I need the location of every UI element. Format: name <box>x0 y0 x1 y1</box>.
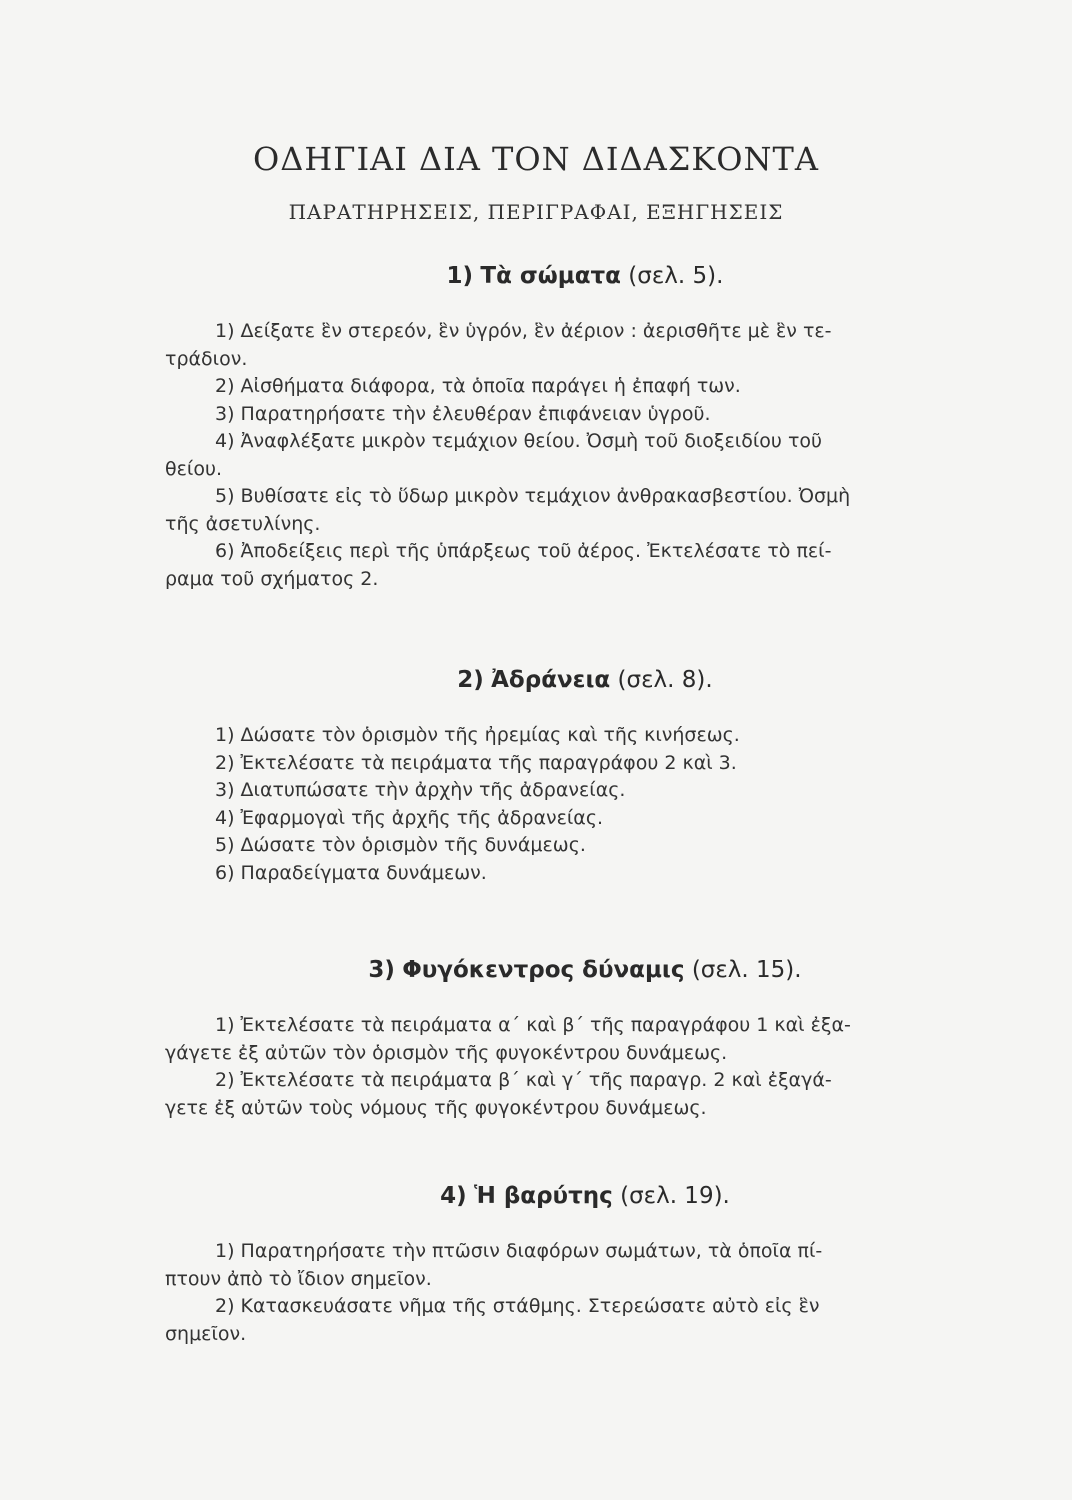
item-line: τράδιον. <box>165 347 248 370</box>
item-line: γετε ἐξ αὐτῶν τοὺς νόμους τῆς φυγοκέντρου δυνάμεως. <box>165 1096 707 1119</box>
section-2 <box>165 664 1005 887</box>
list-item <box>165 805 1005 833</box>
list-item <box>165 1293 1005 1348</box>
list-item <box>165 428 1005 483</box>
section-3 <box>165 954 1005 1122</box>
item-line: 1) Ἐκτελέσατε τὰ πειράματα α΄ καὶ β΄ τῆς παραγράφου 1 καὶ ἐξα- <box>215 1014 851 1036</box>
list-item <box>165 722 1005 750</box>
section-4 <box>165 1180 1005 1348</box>
item-line: θείου. <box>165 457 222 480</box>
item-line: 6) Παραδείγματα δυνάμεων. <box>215 861 487 884</box>
item-line: 5) Βυθίσατε εἰς τὸ ὕδωρ μικρὸν τεμάχιον ἀνθρακασβεστίου. Ὀσμὴ <box>215 485 851 507</box>
item-line: 2) Κατασκευάσατε νῆμα τῆς στάθμης. Στερεώσατε αὐτὸ εἰς ἓν <box>215 1295 820 1317</box>
page-title: ΟΔΗΓΙΑΙ ΔΙΑ ΤΟΝ ΔΙΔΑΣΚΟΝΤΑ <box>253 140 819 178</box>
item-line: 6) Ἀποδείξεις περὶ τῆς ὑπάρξεως τοῦ ἀέρος. Ἐκτελέσατε τὸ πεί- <box>215 540 832 562</box>
item-line: τῆς ἀσετυλίνης. <box>165 512 321 535</box>
list-item <box>165 1012 1005 1067</box>
item-line: 2) Ἐκτελέσατε τὰ πειράματα τῆς παραγράφου 2 καὶ 3. <box>215 751 737 774</box>
item-line: πτουν ἀπὸ τὸ ἴδιον σημεῖον. <box>165 1267 432 1290</box>
section-name: Φυγόκεντρος δύναμις <box>402 957 685 983</box>
list-item <box>165 538 1005 593</box>
item-line: 1) Δώσατε τὸν ὁρισμὸν τῆς ἠρεμίας καὶ τῆς κινήσεως. <box>215 724 740 746</box>
list-item <box>165 832 1005 860</box>
item-line: ραμα τοῦ σχήματος 2. <box>165 567 379 590</box>
list-item <box>165 318 1005 373</box>
section-heading <box>165 260 1005 292</box>
item-line: 3) Παρατηρήσατε τὴν ἐλευθέραν ἐπιφάνειαν ὑγροῦ. <box>215 402 711 425</box>
list-item <box>165 777 1005 805</box>
list-item <box>165 860 1005 888</box>
section-heading <box>165 664 1005 696</box>
list-item <box>165 1067 1005 1122</box>
section-heading <box>165 954 1005 986</box>
list-item <box>165 401 1005 429</box>
section-page-ref: (σελ. 5). <box>628 263 724 289</box>
item-line: 4) Ἐφαρμογαὶ τῆς ἀρχῆς τῆς ἀδρανείας. <box>215 806 604 829</box>
list-item <box>165 373 1005 401</box>
section-page-ref: (σελ. 19). <box>620 1183 730 1209</box>
item-line: 4) Ἀναφλέξατε μικρὸν τεμάχιον θείου. Ὀσμὴ τοῦ διοξειδίου τοῦ <box>215 430 822 452</box>
item-line: 3) Διατυπώσατε τὴν ἀρχὴν τῆς ἀδρανείας. <box>215 779 626 801</box>
item-line: 5) Δώσατε τὸν ὁρισμὸν τῆς δυνάμεως. <box>215 834 586 856</box>
section-number: 1) <box>446 263 474 289</box>
item-line: 1) Παρατηρήσατε τὴν πτῶσιν διαφόρων σωμάτων, τὰ ὁποῖα πί- <box>215 1240 823 1262</box>
section-1 <box>165 260 1005 593</box>
section-number: 4) <box>440 1183 467 1209</box>
list-item <box>165 483 1005 538</box>
item-line: 1) Δείξατε ἓν στερεόν, ἓν ὑγρόν, ἓν ἀέριον : ἀερισθῆτε μὲ ἓν τε- <box>215 320 832 342</box>
section-number: 2) <box>457 667 484 693</box>
section-page-ref: (σελ. 15). <box>691 957 802 983</box>
section-name: Ἀδράνεια <box>491 667 611 693</box>
item-line: 2) Ἐκτελέσατε τὰ πειράματα β΄ καὶ γ΄ τῆς παραγρ. 2 καὶ ἐξαγά- <box>215 1069 832 1091</box>
page-subtitle: ΠΑΡΑΤΗΡΗΣΕΙΣ, ΠΕΡΙΓΡΑΦΑΙ, ΕΞΗΓΗΣΕΙΣ <box>288 200 784 224</box>
item-line: γάγετε ἐξ αὐτῶν τὸν ὁρισμὸν τῆς φυγοκέντρου δυνάμεως. <box>165 1041 728 1064</box>
section-page-ref: (σελ. 8). <box>617 667 713 693</box>
list-item <box>165 1238 1005 1293</box>
section-name: Ἡ βαρύτης <box>473 1183 613 1209</box>
section-number: 3) <box>368 957 395 983</box>
list-item <box>165 750 1005 778</box>
section-name: Τὰ σώματα <box>480 263 621 289</box>
section-heading <box>165 1180 1005 1212</box>
item-line: σημεῖον. <box>165 1322 247 1345</box>
item-line: 2) Αἰσθήματα διάφορα, τὰ ὁποῖα παράγει ἡ ἐπαφή των. <box>215 375 741 397</box>
